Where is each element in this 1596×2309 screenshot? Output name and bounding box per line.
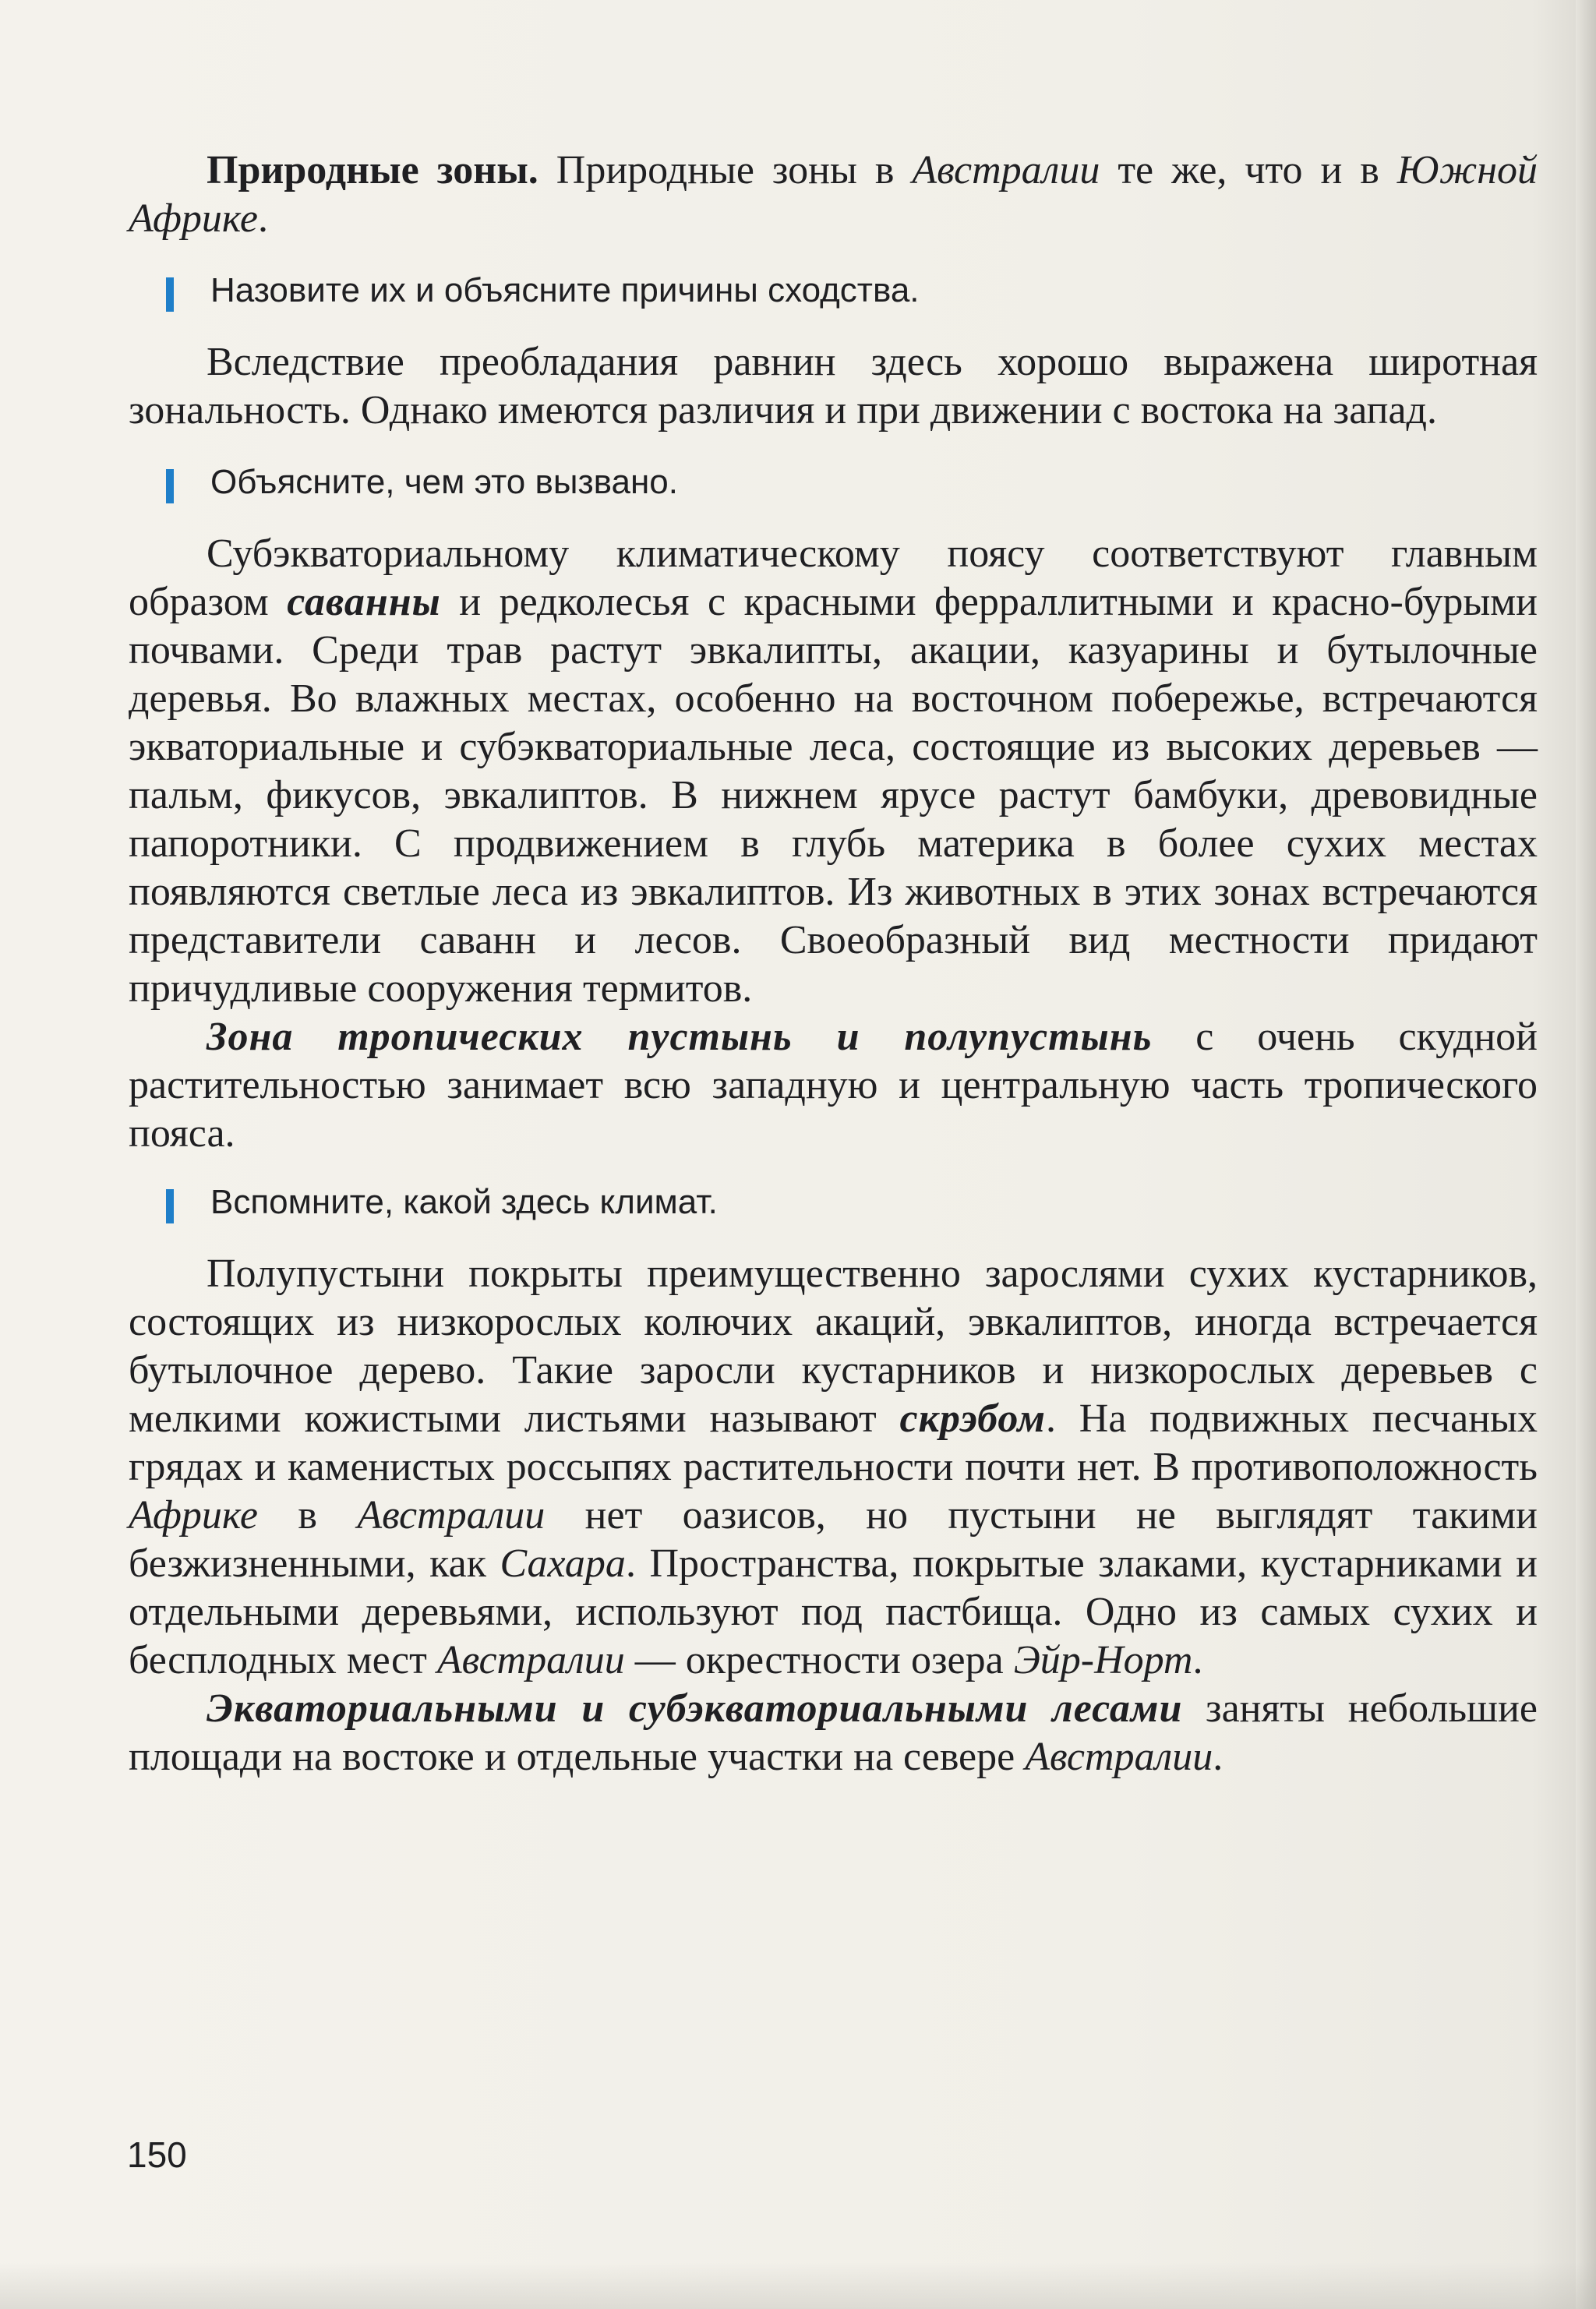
text-run: нет оазисов, но пустыни не выглядят такими безжизненными, как: [129, 1493, 1538, 1586]
scan-bottom-shadow: [0, 2262, 1596, 2309]
place-name: Австралии: [1025, 1735, 1213, 1779]
text-run: .: [1192, 1638, 1203, 1682]
text-run: заняты небольшие площади на востоке и отдельные участки на севере: [129, 1686, 1538, 1779]
question-text: Назовите их и объясните причины сходства.: [210, 271, 920, 309]
text-run: .: [1213, 1735, 1223, 1779]
key-term: Зона тропических пустынь и полупустынь: [207, 1015, 1153, 1059]
question-marker: [166, 277, 174, 312]
text-run: .: [258, 196, 269, 241]
question-2: [129, 461, 1538, 503]
text-run: те же, что и в: [1100, 148, 1397, 192]
paragraph-savannas: [129, 530, 1538, 1013]
paragraph-deserts: [129, 1013, 1538, 1158]
key-term: саванны: [287, 580, 441, 624]
text-run: Полупустыни покрыты преимущественно зарослями сухих кустарников, состоящих из низкорослых колючих акаций, эвкалиптов, иногда встречается бутылочное дерево. Такие заросли кустарников и низкорослых деревьев с мелкими кожистыми листьями называют: [129, 1252, 1538, 1441]
scan-edge: [1576, 0, 1596, 2309]
key-term: Экваториальными и субэкваториальными лесами: [207, 1686, 1183, 1731]
page-number: 150: [127, 2134, 187, 2175]
paragraph-forests: [129, 1685, 1538, 1781]
page-content: [129, 147, 1538, 1781]
place-name: Южной Африке: [129, 148, 1538, 241]
paragraph-natural-zones: [129, 147, 1538, 243]
text-run: в: [258, 1493, 358, 1538]
question-text: Объясните, чем это вызвано.: [210, 463, 678, 501]
paragraph-zonality: Вследствие преобладания равнин здесь хорошо выражена широтная зональность. Однако имеются различия и при движении с востока на запад.: [129, 340, 1538, 432]
text-run: и редколесья с красными ферраллитными и красно-бурыми почвами. Среди трав растут эвкалипты, акации, казуарины и бутылочные деревья. Во влажных местах, особенно на восточном побережье, встречаются экваториальные и субэкваториальные леса, состоящие из высоких деревьев — пальм, фикусов, эвкалиптов. В нижнем ярусе растут бамбуки, древовидные папоротники. С продвижением в глубь материка в более сухих местах появляются светлые леса из эвкалиптов. Из животных в этих зонах встречаются представители саванн и лесов. Своеобразный вид местности придают причудливые сооружения термитов.: [129, 580, 1538, 1011]
text-run: . На подвижных песчаных грядах и каменистых россыпях растительности почти нет. В противоположность: [129, 1396, 1538, 1489]
text-run: с очень скудной растительностью занимает всю западную и центральную часть тропического пояса.: [129, 1015, 1538, 1156]
text-run: Субэкваториальному климатическому поясу соответствуют главным образом: [129, 531, 1538, 624]
place-name: Африке: [129, 1493, 259, 1538]
question-marker: [166, 1189, 174, 1223]
section-heading: Природные зоны.: [207, 148, 538, 192]
place-name: Австралии: [436, 1638, 625, 1682]
question-3: [129, 1181, 1538, 1223]
question-1: [129, 270, 1538, 312]
text-run: . Пространства, покрытые злаками, кустарниками и отдельными деревьями, используют под пастбища. Одно из самых сухих и бесплодных мест: [129, 1541, 1538, 1682]
place-name: Австралии: [912, 148, 1100, 192]
text-run: — окрестности озера: [624, 1638, 1014, 1682]
place-name: Австралии: [357, 1493, 546, 1538]
text-run: Природные зоны в: [538, 148, 913, 192]
place-name: Эйр-Норт: [1013, 1638, 1193, 1682]
question-text: Вспомните, какой здесь климат.: [210, 1183, 718, 1221]
place-name: Сахара: [500, 1541, 626, 1586]
question-marker: [166, 469, 174, 503]
paragraph-semideserts: [129, 1250, 1538, 1685]
key-term: скрэбом: [899, 1396, 1047, 1441]
